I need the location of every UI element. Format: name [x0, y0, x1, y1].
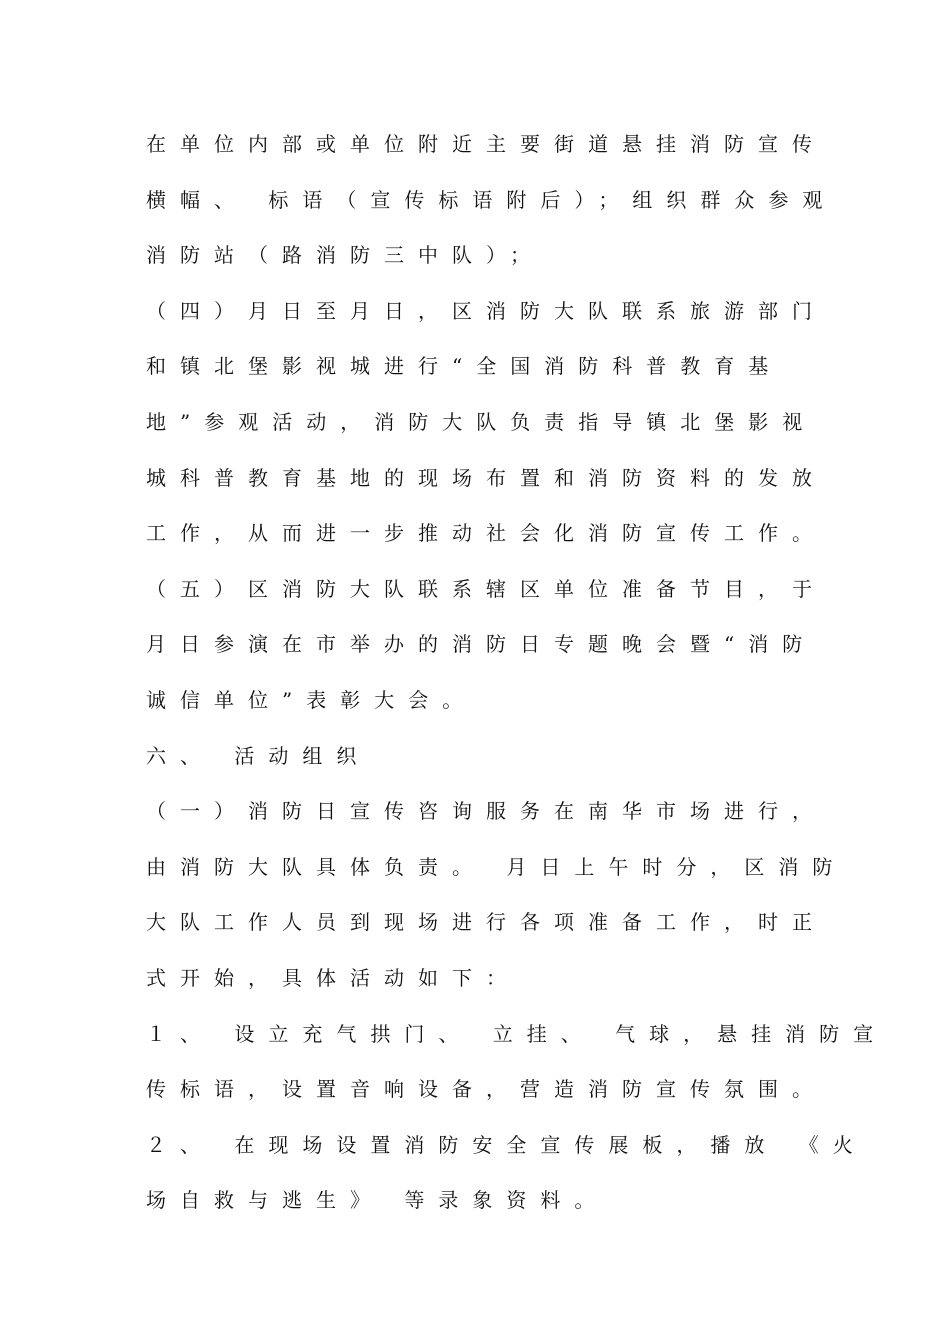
text-line: 在单位内部或单位附近主要街道悬挂消防宣传 [146, 132, 826, 156]
text-line: 城科普教育基地的现场布置和消防资料的发放 [146, 465, 826, 490]
text-line: 地”参观活动，消防大队负责指导镇北堡影视 [146, 409, 817, 434]
text-line: 由消防大队具体负责。 月日上午时分，区消防 [146, 854, 847, 879]
text-line: 式开始，具体活动如下： [146, 965, 520, 990]
text-line: 诚信单位”表彰大会。 [146, 687, 477, 712]
text-line: 消防站（路消防三中队）； [146, 243, 544, 268]
list-item: ２、 在现场设置消防安全宣传展板，播放 《火 [146, 1132, 867, 1157]
text-line: （一）消防日宣传咨询服务在南华市场进行， [146, 799, 826, 824]
text-line: 横幅、 标语（宣传标语附后）；组织群众参观 [146, 187, 837, 212]
text-line: 和镇北堡影视城进行“全国消防科普教育基 [146, 354, 783, 379]
text-line: 月日参演在市举办的消防日专题晚会暨“消防 [146, 632, 817, 657]
section-heading: 六、 活动组织 [146, 743, 371, 768]
text-line: （五）区消防大队联系辖区单位准备节目，于 [146, 576, 826, 601]
text-line: 传标语，设置音响设备，营造消防宣传氛围。 [146, 1077, 826, 1102]
text-line: （四）月日至月日，区消防大队联系旅游部门 [146, 298, 826, 323]
text-line: 大队工作人员到现场进行各项准备工作，时正 [146, 910, 826, 935]
text-line: 工作，从而进一步推动社会化消防宣传工作。 [146, 521, 826, 546]
text-line: 场自救与逃生》 等录象资料。 [146, 1188, 609, 1213]
list-item: １、 设立充气拱门、 立挂、 气球，悬挂消防宣 [146, 1021, 888, 1046]
body-text [146, 124, 888, 1236]
